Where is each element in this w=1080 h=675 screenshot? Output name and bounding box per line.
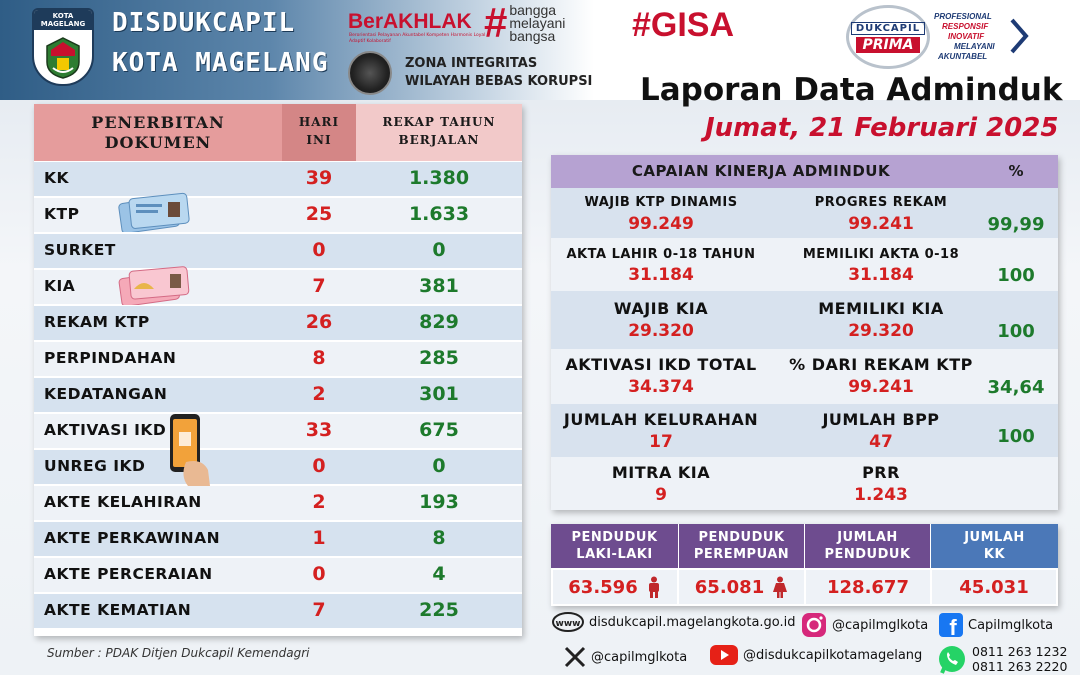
- row-label: KEDATANGAN: [44, 385, 168, 403]
- prima-top-text: DUKCAPIL: [851, 22, 925, 35]
- kinerja-value-2: 29.320: [848, 321, 914, 341]
- bangga-word-1: bangga: [509, 1, 557, 18]
- x-twitter-icon: [563, 645, 587, 669]
- row-label: SURKET: [44, 241, 116, 259]
- row-year-value: 675: [419, 419, 459, 441]
- kinerja-header: [551, 155, 1058, 188]
- row-year-value: 4: [432, 563, 446, 585]
- zona-integritas-text: [405, 55, 592, 91]
- kinerja-label-1: WAJIB KIA: [613, 299, 709, 318]
- pop-header-male: [551, 524, 678, 568]
- col-header-year-l2: BERJALAN: [398, 133, 480, 147]
- row-year-value: 285: [419, 347, 459, 369]
- row-label: AKTE PERKAWINAN: [44, 529, 221, 547]
- prima-tag-5: AKUNTABEL: [938, 52, 988, 61]
- facebook-text: Capilmglkota: [968, 617, 1054, 633]
- kinerja-value-1: 31.184: [628, 265, 694, 285]
- table-header: [34, 104, 522, 161]
- kinerja-percent: 34,64: [987, 377, 1045, 398]
- kinerja-row: [551, 457, 1058, 510]
- kinerja-value-2: 47: [869, 432, 893, 452]
- table-row: [34, 162, 522, 196]
- prima-tag-1: PROFESIONAL: [934, 12, 992, 21]
- col-header-today-l2: INI: [306, 133, 332, 147]
- kinerja-title: CAPAIAN KINERJA ADMINDUK: [631, 162, 891, 180]
- female-icon: [772, 576, 788, 598]
- row-label: KK: [44, 169, 70, 187]
- row-today-value: 2: [312, 491, 326, 513]
- row-today-value: 0: [312, 563, 326, 585]
- kinerja-label-2: PRR: [862, 463, 900, 482]
- row-year-value: 193: [419, 491, 459, 513]
- pop-value-male: [553, 570, 677, 604]
- kinerja-label-2: JUMLAH BPP: [822, 410, 940, 429]
- kinerja-percent: 100: [997, 426, 1035, 447]
- row-label: KTP: [44, 205, 80, 223]
- berakhlak-logo: BerAKHLAK: [348, 10, 472, 33]
- pop-total-number: 128.677: [827, 576, 909, 598]
- kinerja-value-1: 9: [655, 485, 667, 505]
- row-today-value: 33: [305, 419, 333, 441]
- pop-value-total: [806, 570, 930, 604]
- whatsapp-link[interactable]: [936, 644, 1067, 675]
- col-header-document-l2: DOKUMEN: [104, 133, 212, 152]
- kinerja-label-1: MITRA KIA: [611, 463, 711, 482]
- kinerja-value-2: 99.241: [848, 214, 914, 234]
- globe-icon: [551, 612, 585, 632]
- kinerja-label-2: PROGRES REKAM: [814, 195, 948, 210]
- row-label: PERPINDAHAN: [44, 349, 177, 367]
- row-label: UNREG IKD: [44, 457, 146, 475]
- youtube-link[interactable]: [709, 644, 922, 666]
- table-row: [34, 522, 522, 556]
- row-year-value: 225: [419, 599, 459, 621]
- table-row: [34, 594, 522, 628]
- kinerja-pct-header: %: [1008, 162, 1024, 180]
- row-year-value: 8: [432, 527, 446, 549]
- prima-tagline: [934, 12, 995, 62]
- table-row: [34, 198, 522, 232]
- row-today-value: 2: [312, 383, 326, 405]
- row-today-value: 1: [312, 527, 326, 549]
- pop-header-kk-l1: JUMLAH: [964, 530, 1025, 545]
- table-row: [34, 342, 522, 376]
- berakhlak-subtitle: Berorientasi Pelayanan Akuntabel Kompeten Harmonis Loyal Adaptif Kolaboratif: [349, 33, 486, 44]
- table-row: [34, 306, 522, 340]
- kinerja-label-2: MEMILIKI KIA: [818, 299, 944, 318]
- kinerja-row: [551, 291, 1058, 349]
- report-date: Jumat, 21 Februari 2025: [705, 113, 1059, 143]
- kinerja-label-2: % DARI REKAM KTP: [789, 355, 973, 374]
- pop-header-total: [805, 524, 930, 568]
- bangga-word-3: bangsa: [509, 27, 556, 44]
- kinerja-value-1: 17: [649, 432, 673, 452]
- pop-header-female-l2: PEREMPUAN: [693, 547, 790, 562]
- row-year-value: 0: [432, 239, 446, 261]
- row-label: REKAM KTP: [44, 313, 150, 331]
- whatsapp-icon: [936, 644, 968, 675]
- row-today-value: 7: [312, 275, 326, 297]
- row-label: KIA: [44, 277, 76, 295]
- kinerja-row: [551, 349, 1058, 404]
- kinerja-label-1: WAJIB KTP DINAMIS: [584, 195, 738, 210]
- pop-kk-number: 45.031: [959, 576, 1029, 598]
- pop-female-number: 65.081: [694, 576, 765, 598]
- row-today-value: 25: [305, 203, 333, 225]
- kinerja-label-1: AKTA LAHIR 0-18 TAHUN: [566, 247, 756, 262]
- col-header-document: [34, 110, 282, 156]
- kia-card-icon: [118, 265, 192, 305]
- youtube-icon: [709, 644, 739, 666]
- svg-text:www: www: [555, 619, 581, 629]
- kinerja-value-1: 99.249: [628, 214, 694, 234]
- row-year-value: 381: [419, 275, 459, 297]
- kinerja-label-2: MEMILIKI AKTA 0-18: [802, 247, 960, 262]
- prima-tag-3: INOVATIF: [948, 32, 985, 41]
- website-text: disdukcapil.magelangkota.go.id: [589, 614, 796, 630]
- table-row: [34, 450, 522, 484]
- kinerja-label-1: AKTIVASI IKD TOTAL: [565, 355, 757, 374]
- hashtag-icon: #: [484, 0, 508, 46]
- whatsapp-number-2: 0811 263 2220: [972, 659, 1068, 674]
- col-header-document-l1: PENERBITAN: [91, 113, 225, 132]
- pop-header-male-l2: LAKI-LAKI: [576, 547, 653, 562]
- svg-text:f: f: [949, 615, 957, 639]
- instagram-text: @capilmglkota: [832, 617, 929, 633]
- bangga-words: [509, 1, 566, 44]
- col-header-today-l1: HARI: [298, 115, 340, 129]
- row-year-value: 1.633: [408, 203, 470, 225]
- pop-header-total-l2: PENDUDUK: [824, 547, 911, 562]
- kinerja-label-1: JUMLAH KELURAHAN: [563, 410, 759, 429]
- ktp-card-icon: [118, 192, 192, 232]
- pop-value-female: [679, 570, 804, 604]
- kinerja-value-2: 1.243: [854, 485, 908, 505]
- document-issuance-table: [34, 104, 522, 636]
- table-row: [34, 414, 522, 448]
- data-source-note: Sumber : PDAK Ditjen Dukcapil Kemendagri: [47, 646, 310, 660]
- col-header-year-l1: REKAP TAHUN: [382, 115, 496, 129]
- row-label: AKTE PERCERAIAN: [44, 565, 213, 583]
- row-year-value: 301: [419, 383, 459, 405]
- bangga-melayani-logo: [484, 0, 566, 46]
- pop-header-kk-l2: KK: [983, 547, 1006, 562]
- row-today-value: 7: [312, 599, 326, 621]
- facebook-link[interactable]: [938, 611, 1053, 639]
- row-today-value: 0: [312, 239, 326, 261]
- pop-value-kk: [932, 570, 1056, 604]
- kinerja-value-1: 29.320: [628, 321, 694, 341]
- row-year-value: 0: [432, 455, 446, 477]
- x-link[interactable]: [563, 645, 687, 669]
- row-year-value: 829: [419, 311, 459, 333]
- pop-header-kk: [931, 524, 1058, 568]
- chevron-right-icon: [1010, 18, 1030, 54]
- kinerja-value-1: 34.374: [628, 377, 694, 397]
- kinerja-row: [551, 404, 1058, 457]
- kota-magelang-logo: [32, 8, 94, 86]
- x-text: @capilmglkota: [591, 649, 688, 665]
- logo-caption: KOTA MAGELANG: [34, 10, 92, 30]
- kinerja-value-2: 31.184: [848, 265, 914, 285]
- instagram-link[interactable]: [800, 611, 928, 639]
- kinerja-percent: 99,99: [987, 214, 1045, 235]
- male-icon: [646, 576, 662, 598]
- facebook-icon: [938, 611, 964, 639]
- pop-header-female-l1: PENDUDUK: [698, 530, 785, 545]
- table-row: [34, 270, 522, 304]
- pop-header-total-l1: JUMLAH: [837, 530, 898, 545]
- kinerja-percent: 100: [997, 265, 1035, 286]
- smartphone-hand-icon: [166, 412, 212, 488]
- kinerja-adminduk-table: [551, 155, 1058, 510]
- row-today-value: 8: [312, 347, 326, 369]
- row-year-value: 1.380: [408, 167, 470, 189]
- population-summary: [551, 524, 1058, 606]
- report-title: Laporan Data Adminduk: [640, 72, 1063, 108]
- row-label: AKTIVASI IKD: [44, 421, 167, 439]
- prima-bottom-text: PRIMA: [856, 37, 919, 53]
- table-row: [34, 486, 522, 520]
- table-row: [34, 234, 522, 268]
- bangga-word-2: melayani: [509, 14, 566, 31]
- row-label: AKTE KELAHIRAN: [44, 493, 202, 511]
- zona-integritas-seal-icon: [348, 51, 392, 95]
- org-title-line1: DISDUKCAPIL: [112, 8, 296, 38]
- pop-male-number: 63.596: [568, 576, 638, 598]
- instagram-icon: [800, 611, 828, 639]
- prima-tag-4: MELAYANI: [954, 42, 995, 51]
- pop-header-male-l1: PENDUDUK: [571, 530, 658, 545]
- youtube-text: @disdukcapilkotamagelang: [743, 647, 923, 663]
- table-row: [34, 558, 522, 592]
- zona-line1: ZONA INTEGRITAS: [405, 56, 538, 71]
- whatsapp-numbers: [972, 644, 1067, 674]
- org-title-line2: KOTA MAGELANG: [112, 48, 329, 78]
- whatsapp-number-1: 0811 263 1232: [972, 644, 1068, 659]
- row-today-value: 0: [312, 455, 326, 477]
- magelang-emblem-icon: [43, 36, 83, 80]
- kinerja-percent: 100: [997, 321, 1035, 342]
- row-today-value: 26: [305, 311, 333, 333]
- prima-tag-2: RESPONSIF: [942, 22, 989, 31]
- kinerja-value-2: 99.241: [848, 377, 914, 397]
- row-label: AKTE KEMATIAN: [44, 601, 192, 619]
- col-header-year: [356, 108, 522, 154]
- kinerja-row: [551, 238, 1058, 291]
- gisa-hashtag: #GISA: [632, 6, 735, 44]
- col-header-today: [282, 108, 356, 154]
- website-link[interactable]: [551, 612, 796, 632]
- kinerja-row: [551, 188, 1058, 238]
- row-today-value: 39: [305, 167, 333, 189]
- table-row: [34, 378, 522, 412]
- zona-line2: WILAYAH BEBAS KORUPSI: [405, 74, 593, 89]
- dukcapil-prima-logo: [846, 5, 930, 69]
- pop-header-female: [679, 524, 804, 568]
